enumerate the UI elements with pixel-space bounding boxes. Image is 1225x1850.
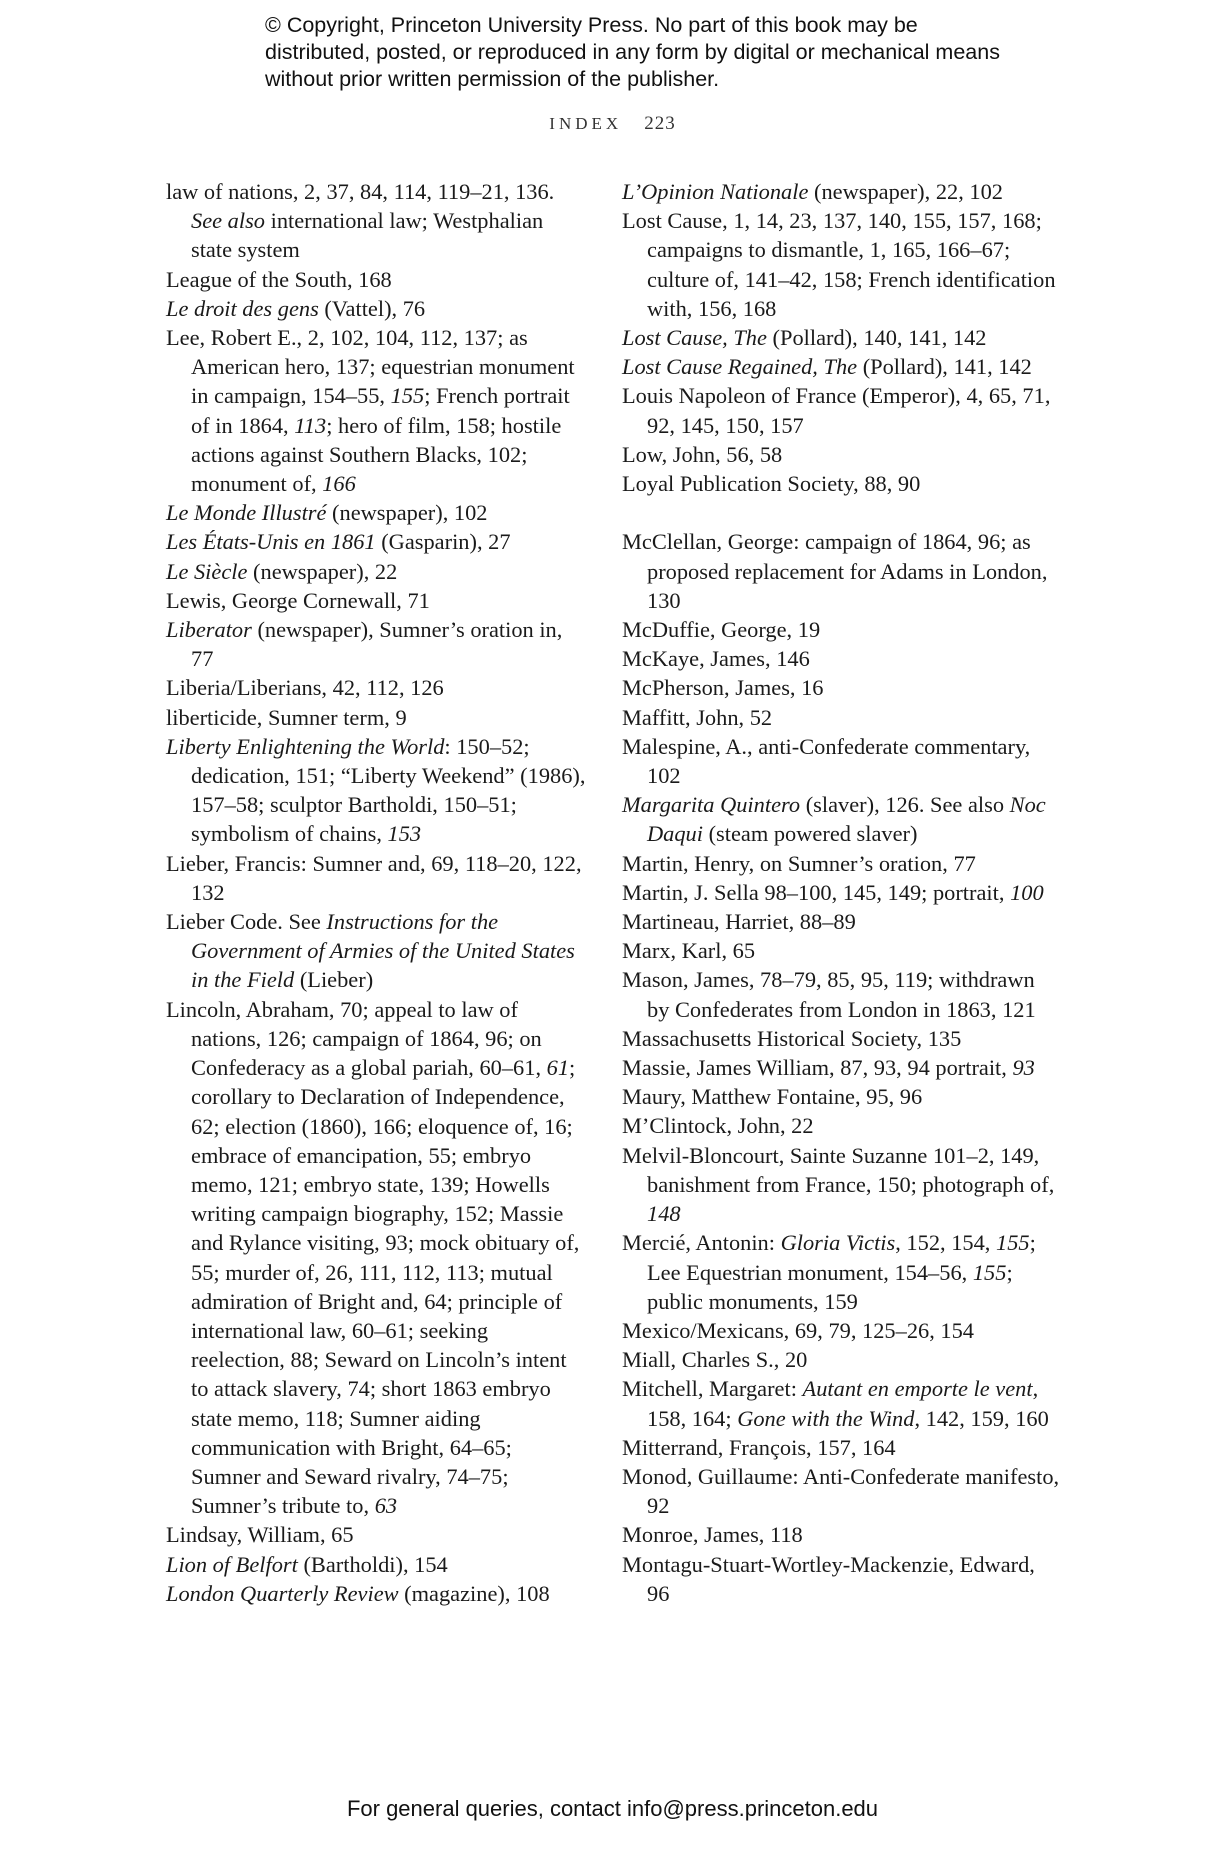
- index-entry: [622, 440, 1062, 469]
- index-entry: [622, 206, 1062, 323]
- index-entry: [166, 907, 586, 995]
- index-entry-text: 113: [294, 412, 327, 438]
- index-entry: [622, 849, 1062, 878]
- index-entry: [622, 936, 1062, 965]
- index-entry-text: : 150–52; dedication, 151; “Liberty Weekend” (1986), 157–58; sculptor Bartholdi, 150–51; symbolism of chains,: [191, 733, 586, 847]
- index-entry-text: M’Clintock, John, 22: [622, 1113, 814, 1139]
- index-entry: [166, 703, 586, 732]
- index-entry-text: (Pollard), 141, 142: [857, 354, 1032, 380]
- index-entry: [166, 1579, 586, 1608]
- index-entry: [622, 1550, 1062, 1608]
- index-entry: [622, 907, 1062, 936]
- index-entry-text: Gone with the Wind: [737, 1405, 915, 1431]
- index-entry: [622, 323, 1062, 352]
- index-entry-text: Massie, James William, 87, 93, 94 portrait,: [622, 1055, 1013, 1081]
- index-entry-text: ; public monuments, 159: [647, 1259, 1013, 1314]
- index-entry: [622, 644, 1062, 673]
- index-entry-text: 93: [1012, 1055, 1035, 1081]
- index-entry-text: Mitchell, Margaret:: [622, 1376, 803, 1402]
- index-entry-text: (newspaper), 22, 102: [808, 179, 1004, 204]
- index-entry-text: 63: [374, 1493, 398, 1519]
- index-entry-text: (newspaper), 22: [247, 558, 398, 584]
- index-entry: [622, 1024, 1062, 1053]
- index-entry-text: Liberia/Liberians, 42, 112, 126: [166, 675, 444, 701]
- index-entry-text: Malespine, A., anti-Confederate commentary, 102: [622, 733, 1031, 789]
- index-entry-text: 61: [546, 1055, 570, 1081]
- index-entry-text: Lieber, Francis: Sumner and, 69, 118–20, 122, 132: [166, 850, 582, 905]
- index-entry-text: See also: [191, 208, 265, 234]
- index-entry: [622, 790, 1062, 848]
- index-entry-text: (newspaper), 102: [326, 500, 488, 526]
- index-entry-text: Lion of Belfort: [166, 1551, 298, 1577]
- copyright-notice: © Copyright, Princeton University Press. No part of this book may be distributed, posted, or reproduced in any form by digital or mechanical means without prior written permission of the publisher.: [265, 13, 1000, 91]
- index-entry-text: Montagu-Stuart-Wortley-Mackenzie, Edward, 96: [622, 1551, 1035, 1606]
- index-entry-text: McDuffie, George, 19: [622, 617, 821, 643]
- index-entry-text: McPherson, James, 16: [622, 675, 824, 701]
- index-entry-text: Lindsay, William, 65: [166, 1522, 354, 1548]
- index-entry: [622, 1053, 1062, 1082]
- index-entry-text: , 142, 159, 160: [914, 1405, 1049, 1431]
- index-entry-text: Lieber Code. See: [166, 909, 327, 935]
- index-entry: [622, 673, 1062, 702]
- index-entry: [622, 527, 1062, 615]
- index-entry-text: liberticide, Sumner term, 9: [166, 704, 407, 730]
- index-entry-text: (Lieber): [294, 967, 374, 993]
- index-entry: [622, 1111, 1062, 1140]
- index-entry-text: Le droit des gens: [166, 295, 319, 321]
- index-entry: [622, 878, 1062, 907]
- index-entry-text: (Gasparin), 27: [375, 529, 511, 555]
- index-entry-text: Le Siècle: [166, 558, 248, 584]
- index-entry-text: Lewis, George Cornewall, 71: [166, 587, 430, 613]
- index-entry-text: 155: [390, 383, 425, 409]
- index-entry-text: Loyal Publication Society, 88, 90: [622, 471, 921, 497]
- index-entry: [166, 615, 586, 673]
- index-entry-text: (magazine), 108: [398, 1580, 550, 1606]
- index-entry: [622, 1316, 1062, 1345]
- index-entry: [622, 1141, 1062, 1229]
- index-entry: [166, 323, 586, 498]
- index-entry-text: Monod, Guillaume: Anti-Confederate manifesto, 92: [622, 1463, 1060, 1519]
- index-entry-text: 100: [1010, 879, 1044, 905]
- index-entry-text: Lincoln, Abraham, 70; appeal to law of nations, 126; campaign of 1864, 96; on Confederacy as a global pariah, 60–61,: [166, 996, 547, 1081]
- index-entry: [166, 265, 586, 294]
- index-entry-text: Mercié, Antonin:: [622, 1230, 781, 1256]
- index-entry: [622, 1433, 1062, 1462]
- page-number: 223: [644, 113, 676, 134]
- index-entry-text: Martin, J. Sella 98–100, 145, 149; portrait,: [622, 879, 1011, 905]
- index-entry: [166, 498, 586, 527]
- index-entry-text: Martin, Henry, on Sumner’s oration, 77: [622, 850, 976, 876]
- index-entry-text: L’Opinion Nationale: [622, 179, 809, 204]
- index-entry: [622, 469, 1062, 498]
- index-entry-text: 166: [322, 471, 356, 497]
- index-entry-text: Marx, Karl, 65: [622, 938, 756, 964]
- index-entry: [166, 849, 586, 907]
- index-entry-text: Melvil-Bloncourt, Sainte Suzanne 101–2, 149, banishment from France, 150; photograph of,: [622, 1142, 1055, 1197]
- index-entry-text: Massachusetts Historical Society, 135: [622, 1025, 962, 1051]
- index-entry: [622, 965, 1062, 1023]
- index-entry-text: international law; Westphalian state system: [191, 208, 544, 263]
- index-entry: [622, 732, 1062, 790]
- running-head: [0, 113, 1225, 135]
- index-entry-text: Liberator: [166, 617, 252, 643]
- index-entry: [622, 352, 1062, 381]
- index-entry: [622, 1345, 1062, 1374]
- index-entry: [622, 1082, 1062, 1111]
- footer-contact: For general queries, contact info@press.princeton.edu: [346, 1796, 879, 1821]
- index-entry: [166, 557, 586, 586]
- index-entry-text: (Bartholdi), 154: [297, 1551, 448, 1577]
- index-entry-text: (slaver), 126. See also: [800, 792, 1010, 818]
- index-entry-text: (newspaper), Sumner’s oration in, 77: [191, 617, 563, 672]
- index-entry-text: McKaye, James, 146: [622, 646, 810, 672]
- index-entry-text: Noc Daqui: [647, 792, 1046, 847]
- index-entry: [622, 1520, 1062, 1549]
- index-entry: [622, 381, 1062, 439]
- index-entry: [166, 1550, 586, 1579]
- index-entry-text: Miall, Charles S., 20: [622, 1347, 808, 1373]
- index-entry-text: Le Monde Illustré: [166, 500, 327, 526]
- index-entry-text: League of the South, 168: [166, 266, 392, 292]
- index-column-right: [622, 177, 1062, 1608]
- index-entry: [622, 1462, 1062, 1520]
- index-entry-text: , 158, 164;: [647, 1376, 1039, 1431]
- index-entry-text: 148: [647, 1201, 681, 1227]
- index-entry-text: London Quarterly Review: [166, 1580, 399, 1606]
- index-entry-text: Lost Cause Regained, The: [622, 354, 858, 380]
- index-entry-text: Mexico/Mexicans, 69, 79, 125–26, 154: [622, 1317, 974, 1343]
- section-title: INDEX: [549, 114, 623, 133]
- index-entry-text: 155: [972, 1259, 1007, 1285]
- index-entry-text: Instructions for the Government of Armies of the United States in the Field: [191, 909, 575, 993]
- index-entry: [622, 1228, 1062, 1316]
- index-entry-text: McClellan, George: campaign of 1864, 96; as proposed replacement for Adams in London, 130: [622, 529, 1048, 613]
- index-entry-text: law of nations, 2, 37, 84, 114, 119–21, 136.: [166, 179, 555, 204]
- index-entry-text: 153: [387, 821, 422, 847]
- index-entry-text: 155: [996, 1230, 1030, 1256]
- index-entry-text: Lee, Robert E., 2, 102, 104, 112, 137; as American hero, 137; equestrian monument in campaign, 154–55,: [166, 325, 575, 409]
- index-entry: [166, 673, 586, 702]
- index-entry-text: ; corollary to Declaration of Independence, 62; election (1860), 166; eloquence of, 16; embrace of emancipation, 55; embryo memo, 121; embryo state, 139; Howells writing campaign biography, 152; Massie and Rylance visiting, 93; mock obituary of, 55; murder of, 26, 111, 112, 113; mutual admiration of Bright and, 64; principle of international law, 60–61; seeking reelection, 88; Seward on Lincoln’s intent to attack slavery, 74; short 1863 embryo state memo, 118; Sumner aiding communication with Bright, 64–65; Sumner and Seward rivalry, 74–75; Sumner’s tribute to,: [191, 1055, 580, 1519]
- index-entry-text: ; hero of film, 158; hostile actions against Southern Blacks, 102; monument of,: [191, 412, 562, 497]
- index-entry-text: Les États-Unis en 1861: [166, 529, 376, 555]
- index-entry-text: Monroe, James, 118: [622, 1522, 803, 1548]
- index-entry: [166, 177, 586, 265]
- index-entry-text: (Pollard), 140, 141, 142: [766, 325, 987, 351]
- index-entry-text: Margarita Quintero: [622, 792, 801, 818]
- index-entry-text: Low, John, 56, 58: [622, 441, 783, 467]
- index-entry-text: Maffitt, John, 52: [622, 704, 773, 730]
- index-entry-text: (steam powered slaver): [702, 821, 918, 847]
- index-entry-text: Gloria Victis: [780, 1230, 896, 1256]
- index-entry-text: Autant en emporte le vent: [802, 1376, 1033, 1402]
- index-entry-text: (Vattel), 76: [318, 295, 426, 321]
- index-entry: [622, 1374, 1062, 1432]
- index-entry-text: Lost Cause, The: [622, 325, 767, 351]
- index-entry-text: Mitterrand, François, 157, 164: [622, 1434, 896, 1460]
- index-entry: [166, 527, 586, 556]
- index-entry-text: ; French portrait of in 1864,: [191, 383, 570, 438]
- index-entry: [166, 1520, 586, 1549]
- index-entry: [622, 703, 1062, 732]
- index-entry-text: Mason, James, 78–79, 85, 95, 119; withdrawn by Confederates from London in 1863, 121: [622, 967, 1036, 1022]
- index-entry: [622, 177, 1062, 206]
- index-entry-text: ; Lee Equestrian monument, 154–56,: [647, 1230, 1036, 1285]
- index-entry: [166, 294, 586, 323]
- index-entry-text: Lost Cause, 1, 14, 23, 137, 140, 155, 157, 168; campaigns to dismantle, 1, 165, 166–67; culture of, 141–42, 158; French identification with, 156, 168: [622, 208, 1056, 321]
- index-entry-text: , 152, 154,: [895, 1230, 996, 1256]
- index-entry-text: Liberty Enlightening the World: [166, 733, 445, 759]
- index-entry-text: Maury, Matthew Fontaine, 95, 96: [622, 1084, 923, 1110]
- index-entry: [166, 586, 586, 615]
- index-entry-text: Martineau, Harriet, 88–89: [622, 909, 856, 935]
- index-column-left: [166, 177, 586, 1608]
- index-entry: [622, 615, 1062, 644]
- index-entry: [166, 995, 586, 1521]
- index-entry: [166, 732, 586, 849]
- index-entry-text: Louis Napoleon of France (Emperor), 4, 65, 71, 92, 145, 150, 157: [622, 383, 1051, 438]
